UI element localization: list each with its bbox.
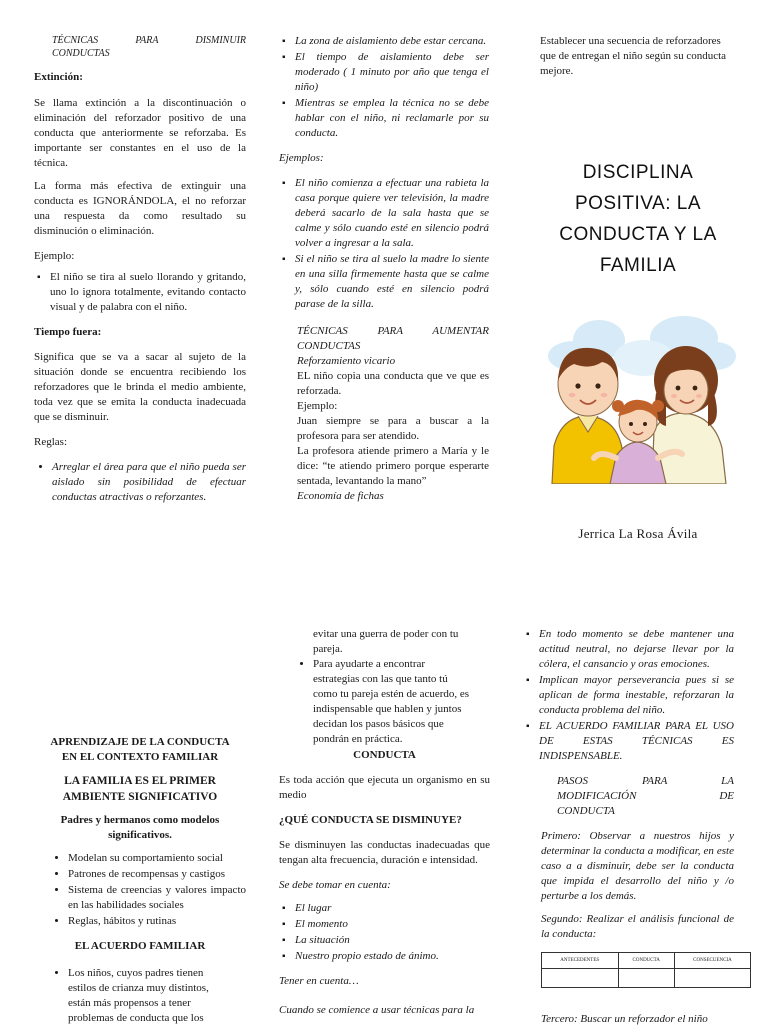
column-5 — [279, 627, 490, 1018]
aprendizaje-title: APRENDIZAJE DE LA CONDUCTA EN EL CONTEXTO FAMILIAR — [50, 736, 230, 763]
profesora-paragraph: La profesora atiende primero a María y le dice: “te atiendo primero porque esperarte sentada, levantando la mano” — [297, 445, 489, 487]
vicario-paragraph: EL niño copia una conducta que ve que es reforzada. — [297, 370, 489, 397]
table-cell — [542, 969, 619, 988]
economia-label: Economía de fichas — [297, 490, 384, 502]
tomar-list — [279, 901, 490, 964]
table-cell — [674, 969, 750, 988]
tomar-item: ▪ El momento — [295, 917, 490, 932]
ejemplos-list — [279, 176, 489, 312]
cover-title-line: FAMILIA — [599, 255, 677, 276]
tomar-item: ▪ La situación — [295, 933, 490, 948]
acuerdo-item: • Los niños, cuyos padres tienen estilos de crianza muy distintos, están más propensos a tener problemas de conducta que los — [68, 966, 246, 1026]
tener-label: Tener en cuenta… — [279, 975, 359, 987]
cover-title — [522, 157, 754, 281]
acuerdo-list — [34, 966, 246, 1026]
modelos-item: • Sistema de creencias y valores impacto en las habilidades sociales — [68, 883, 246, 913]
familia-title: LA FAMILIA ES EL PRIMER AMBIENTE SIGNIFICATIVO — [62, 775, 218, 803]
reglas-label: Reglas: — [34, 436, 67, 448]
cover-title-line: CONDUCTA Y LA — [559, 224, 717, 245]
modelos-item: • Reglas, hábitos y rutinas — [68, 914, 246, 929]
reforzamiento-label: Reforzamiento vicario — [297, 355, 396, 367]
cover-title-line: DISCIPLINA — [582, 162, 694, 183]
column-2 — [279, 34, 489, 504]
aumentar-heading-line2: CONDUCTAS — [297, 340, 361, 352]
ejemplo-label-2: Ejemplo: — [297, 400, 338, 412]
pasos-heading-line3: CONDUCTA — [557, 805, 615, 817]
column-3 — [540, 34, 734, 87]
author-name: Jerrica La Rosa Ávila — [578, 526, 698, 541]
table-header: CONDUCTA — [618, 953, 674, 969]
aumentar-heading-line1: TÉCNICAS PARA AUMENTAR — [297, 325, 489, 337]
estrategias-list — [279, 657, 490, 747]
conducta-title: CONDUCTA — [353, 749, 416, 761]
tiempo-fuera-title: Tiempo fuera: — [34, 326, 102, 338]
ejemplos-label: Ejemplos: — [279, 152, 324, 164]
modelos-list — [34, 851, 246, 929]
segundo-paragraph: Segundo: Realizar el análisis funcional de la conducta: — [541, 913, 734, 940]
column-6 — [523, 627, 734, 1027]
primero-paragraph: Primero: Observar a nuestros hijos y determinar la conducta a modificar, en este caso a a disminuir, debe ser la conducta que impida el desarrollo del niño y /o perturbe a los demás. — [541, 830, 734, 902]
pasos-block — [523, 829, 734, 1027]
juan-paragraph: Juan siempre se para a buscar a la profesora para ser atendido. — [297, 415, 489, 442]
disminuye-paragraph: Se disminuyen las conductas inadecuadas que tengan alta frecuencia, duración e intensidad. — [279, 839, 490, 866]
cutoff-line: Cuando se comience a usar técnicas para la — [279, 1004, 475, 1016]
actitud-item: ▪ Implican mayor perseverancia pues si se aplican de forma inestable, reforzaran la conducta problema del niño. — [539, 673, 734, 718]
extincion-title: Extinción: — [34, 71, 83, 83]
aislamiento-item: ▪ Mientras se emplea la técnica no se debe hablar con el niño, ni reclamarle por su conducta. — [295, 96, 489, 141]
pasos-heading-line2: MODIFICACIÓN DE — [557, 790, 734, 802]
estrategias-item: • Para ayudarte a encontrar estrategias con las que tanto tú como tu pareja estén de acuerdo, es indispensable que hablen y juntos decidan los pasos básicos que pondrán en práctica. — [313, 657, 474, 747]
acuerdo-familiar-title: EL ACUERDO FAMILIAR — [74, 940, 206, 952]
table-header: ANTECEDENTES — [542, 953, 619, 969]
aislamiento-item: ▪ La zona de aislamiento debe estar cercana. — [295, 34, 489, 49]
analisis-funcional-table — [541, 952, 751, 988]
actitud-list — [523, 627, 734, 764]
modelos-item: • Patrones de recompensas y castigos — [68, 867, 246, 882]
technique-heading-line2: CONDUCTAS — [52, 48, 110, 59]
tiempo-fuera-paragraph: Significa que se va a sacar al sujeto de la situación donde se encuentra recibiendo los reforzadores que le brinda el medio ambiente, toda vez que se emita la conducta inadecuada que se disminuir. — [34, 351, 246, 423]
tomar-label: Se debe tomar en cuenta: — [279, 879, 391, 891]
cover-title-line: POSITIVA: LA — [574, 193, 702, 214]
column-1 — [34, 34, 246, 513]
reglas-item: • Arreglar el área para que el niño pueda ser aislado sin posibilidad de efectuar conductas atractivas o reforzantes. — [52, 460, 246, 505]
ejemplo-list — [34, 270, 246, 315]
ejemplos-item: ▪ Si el niño se tira al suelo la madre lo siente en una silla firmemente hasta que se calme y, sólo cuando esté en silencio podrá parase de la silla. — [295, 252, 489, 312]
table-header: CONSECUENCIA — [674, 953, 750, 969]
extincion-paragraph-2: La forma más efectiva de extinguir una conducta es IGNORÁNDOLA, el no reforzar una respuesta da como resultado su disminución o eliminación. — [34, 180, 246, 237]
padres-subtitle: Padres y hermanos como modelos significativos. — [60, 814, 220, 841]
pareja-text: evitar una guerra de poder con tu pareja. — [313, 628, 459, 655]
column-4 — [34, 735, 246, 1034]
tomar-item: ▪ El lugar — [295, 901, 490, 916]
tercero-cutoff: Tercero: Buscar un reforzador el niño — [541, 1013, 708, 1025]
family-illustration — [544, 298, 736, 484]
ejemplos-item: ▪ El niño comienza a efectuar una rabieta la casa porque quiere ver televisión, la madre deberá sacarlo de la sala hasta que se calme y sólo cuando esté en silencio podrá volver a ingresar a la sala. — [295, 176, 489, 251]
ejemplo-label: Ejemplo: — [34, 250, 75, 262]
actitud-item: ▪ En todo momento se debe mantener una actitud neutral, no dejarse llevar por la cólera, el cansancio y oras emociones. — [539, 627, 734, 672]
extincion-paragraph-1: Se llama extinción a la discontinuación o eliminación del reforzador positivo de una conducta que anteriormente se reforzaba. Es importante ser constantes en el uso de la técnica. — [34, 97, 246, 169]
pasos-heading-line1: PASOS PARA LA — [557, 775, 735, 787]
aislamiento-item: ▪ El tiempo de aislamiento debe ser moderado ( 1 minuto por año que tenga el niño) — [295, 50, 489, 95]
table-cell — [618, 969, 674, 988]
actitud-item: ▪ EL ACUERDO FAMILIAR PARA EL USO DE ESTAS TÉCNICAS ES INDISPENSABLE. — [539, 719, 734, 764]
ejemplo-item: ▪ El niño se tira al suelo llorando y gritando, uno lo ignora totalmente, evitando contacto visual y de palabra con el niño. — [50, 270, 246, 315]
tomar-item: ▪ Nuestro propio estado de ánimo. — [295, 949, 490, 964]
aumentar-block — [279, 354, 489, 504]
modelos-item: • Modelan su comportamiento social — [68, 851, 246, 866]
reforzadores-paragraph: Establecer una secuencia de reforzadores que de entregan el niño según su conducta mejore. — [540, 35, 727, 77]
technique-heading-line1: TÉCNICAS PARA DISMINUIR — [52, 35, 247, 46]
conducta-paragraph: Es toda acción que ejecuta un organismo en su medio — [279, 774, 490, 801]
reglas-list — [34, 460, 246, 505]
disminuye-title: ¿QUÉ CONDUCTA SE DISMINUYE? — [279, 814, 462, 826]
aislamiento-list — [279, 34, 489, 141]
